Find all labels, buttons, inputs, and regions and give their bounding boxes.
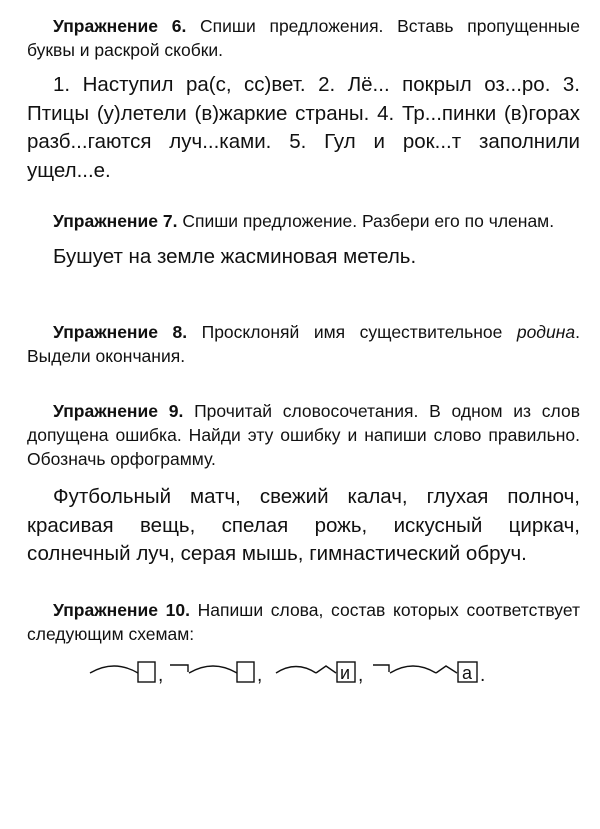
morpheme-schemes-icon (63, 650, 523, 690)
exercise-6 (27, 14, 580, 185)
exercise-8-number: Упражнение 8. (53, 322, 188, 342)
exercise-9-text: Футбольный матч, свежий калач, глухая полноч, красивая вещь, спелая рожь, искусный циркач, солнечный луч, серая мышь, гимнастический обруч. (27, 485, 580, 565)
exercise-8-word: родина (516, 322, 576, 342)
exercise-6-instruction: Упражнение 6. Спиши предложения. Вставь пропущенные буквы и раскрой скобки. (27, 16, 580, 60)
svg-text:.: . (480, 665, 486, 686)
scheme-2-prefix-root-empty-ending-icon (170, 662, 254, 682)
svg-text:,: , (257, 665, 263, 686)
exercise-7-instruction: Упражнение 7. Спиши предложение. Разбери его по членам. (53, 211, 555, 231)
exercise-9-number: Упражнение 9. (53, 401, 184, 421)
word-structure-schemes (63, 650, 523, 690)
exercise-6-number: Упражнение 6. (53, 16, 187, 36)
exercise-8 (27, 320, 580, 368)
exercise-9-instruction: Упражнение 9. Прочитай словосочетания. В одном из слов допущена ошибка. Найди эту ошибку и напиши слово правильно. Обозначь орфограмму. (27, 401, 580, 469)
exercise-10-instruction: Упражнение 10. Напиши слова, состав которых соответствует следующим схемам: (27, 600, 580, 644)
exercise-6-text: 1. Наступил ра(с, сс)вет. 2. Лё... покрыл оз...ро. 3. Птицы (у)летели (в)жаркие страны. 4. Тр...пинки (в)горах разб...гаются луч...ками. 5. Гул и рок...т заполнили ущел...е. (27, 73, 580, 182)
exercise-7-number: Упражнение 7. (53, 211, 178, 231)
exercise-10 (27, 598, 580, 646)
exercise-7-text: Бушует на земле жасминовая метель. (53, 245, 417, 268)
exercise-9 (27, 399, 580, 569)
scheme-1-root-empty-ending-icon (90, 662, 155, 682)
svg-text:и: и (340, 663, 351, 683)
exercise-8-instruction: Упражнение 8. Просклоняй имя существительное родина. Выдели окончания. (27, 322, 580, 366)
exercise-10-number: Упражнение 10. (53, 600, 190, 620)
exercise-7 (27, 209, 554, 272)
svg-text:а: а (462, 663, 473, 683)
svg-text:,: , (358, 665, 364, 686)
svg-text:,: , (158, 665, 164, 686)
